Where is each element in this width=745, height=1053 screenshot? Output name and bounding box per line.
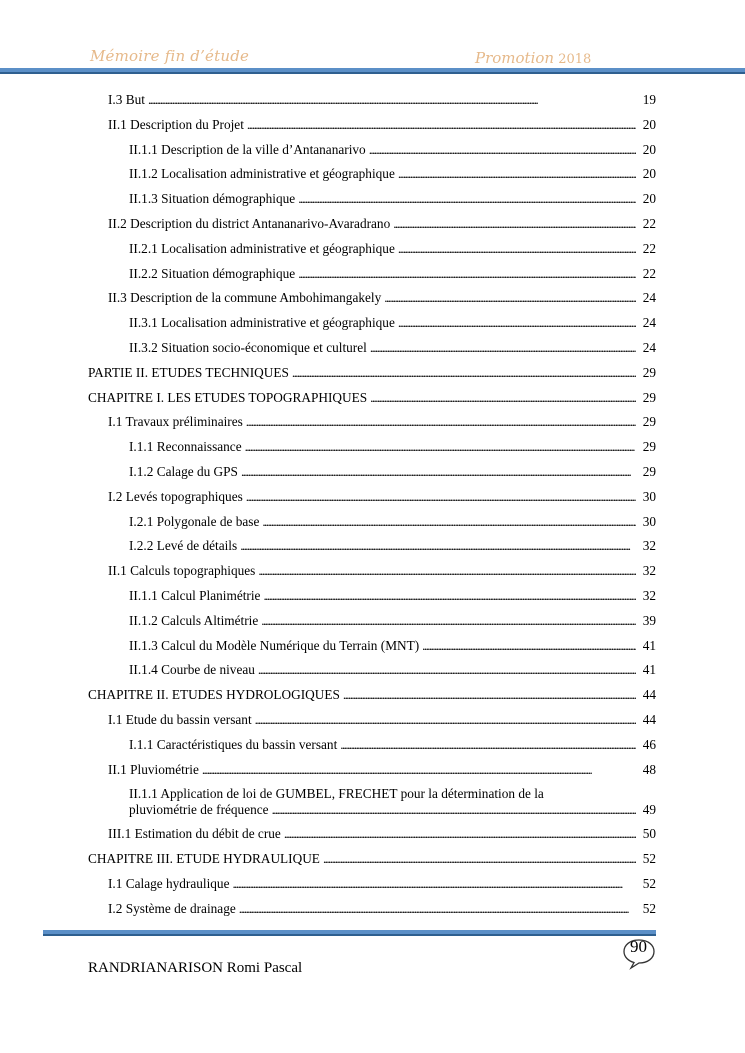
toc-leader-dots xyxy=(261,613,636,629)
toc-entry[interactable] xyxy=(88,266,656,291)
toc-page-number: 29 xyxy=(642,414,656,430)
toc-entry[interactable] xyxy=(88,712,656,737)
toc-entry-title: II.1 Description du Projet xyxy=(108,116,244,132)
toc-entry[interactable] xyxy=(88,538,656,563)
footer-rule xyxy=(43,930,656,936)
toc-entry-title: CHAPITRE III. ETUDE HYDRAULIQUE xyxy=(88,851,320,867)
toc-entry[interactable] xyxy=(88,92,656,117)
toc-entry[interactable] xyxy=(88,826,656,851)
toc-entry-title: I.1 Calage hydraulique xyxy=(108,875,230,891)
toc-page-number: 32 xyxy=(642,563,656,579)
toc-entry[interactable] xyxy=(88,166,656,191)
toc-leader-dots xyxy=(240,538,636,554)
toc-entry[interactable] xyxy=(88,191,656,216)
toc-page-number: 52 xyxy=(642,851,656,867)
page-number: 90 xyxy=(630,937,647,956)
toc-entry-title: II.2.2 Situation démographique xyxy=(129,265,296,281)
toc-leader-dots xyxy=(255,712,636,728)
toc-entry-title: I.2 Levés topographiques xyxy=(108,488,243,504)
toc-entry-title: CHAPITRE II. ETUDES HYDROLOGIQUES xyxy=(88,687,340,703)
toc-leader-dots xyxy=(245,439,636,455)
toc-leader-dots xyxy=(232,876,636,892)
toc-entry[interactable] xyxy=(88,514,656,539)
toc-entry-title: I.2 Système de drainage xyxy=(108,900,236,916)
toc-leader-dots xyxy=(239,901,636,917)
toc-entry-title: I.2.1 Polygonale de base xyxy=(129,513,260,529)
toc-leader-dots xyxy=(284,826,636,842)
toc-entry-title: II.3.2 Situation socio-économique et culturel xyxy=(129,339,367,355)
toc-entry[interactable] xyxy=(88,786,656,826)
toc-page-number: 20 xyxy=(642,116,656,132)
toc-entry-title: II.1.1 Calcul Planimétrie xyxy=(129,587,261,603)
toc-page-number: 50 xyxy=(642,826,656,842)
toc-entry-title: II.1 Pluviométrie xyxy=(108,761,199,777)
toc-entry[interactable] xyxy=(88,489,656,514)
author-name: RANDRIANARISON Romi Pascal xyxy=(88,960,303,976)
toc-entry[interactable] xyxy=(88,241,656,266)
toc-page-number: 29 xyxy=(642,439,656,455)
toc-entry-title: II.2 Description du district Antananarivo-Avaradrano xyxy=(108,215,391,231)
toc-page-number: 52 xyxy=(642,900,656,916)
toc-entry[interactable] xyxy=(88,638,656,663)
toc-entry-title: II.2.1 Localisation administrative et géographique xyxy=(129,240,395,256)
toc-entry-title: II.1.2 Localisation administrative et géographique xyxy=(129,166,395,182)
toc-entry-title: I.1 Travaux préliminaires xyxy=(108,414,243,430)
toc-page-number: 24 xyxy=(642,339,656,355)
toc-leader-dots xyxy=(370,390,636,406)
toc-page-number: 49 xyxy=(642,802,656,818)
toc-page-number: 20 xyxy=(642,141,656,157)
toc-page-number: 32 xyxy=(642,587,656,603)
toc-page-number: 39 xyxy=(642,612,656,628)
toc-leader-dots xyxy=(340,737,636,753)
toc-entry-title: II.1.3 Calcul du Modèle Numérique du Terrain (MNT) xyxy=(129,637,420,653)
toc-page-number: 48 xyxy=(642,761,656,777)
toc-leader-dots xyxy=(202,762,636,778)
toc-leader-dots xyxy=(258,563,636,579)
toc-page-number: 41 xyxy=(642,662,656,678)
toc-page-number: 19 xyxy=(642,92,656,107)
toc-page-number: 52 xyxy=(642,875,656,891)
header-promotion-label: Promotion xyxy=(475,49,555,67)
toc-page-number: 44 xyxy=(642,687,656,703)
toc-leader-dots xyxy=(246,489,636,505)
toc-entry[interactable] xyxy=(88,439,656,464)
toc-entry-title: II.3.1 Localisation administrative et géographique xyxy=(129,315,395,331)
toc-entry-title: II.1.2 Calculs Altimétrie xyxy=(129,612,259,628)
toc-entry-title: I.1.2 Calage du GPS xyxy=(129,463,238,479)
toc-leader-dots xyxy=(241,464,636,480)
toc-entry[interactable] xyxy=(88,390,656,415)
toc-leader-dots xyxy=(370,340,636,356)
toc-entry-title: PARTIE II. ETUDES TECHNIQUES xyxy=(88,364,289,380)
table-of-contents xyxy=(88,92,656,926)
toc-entry[interactable] xyxy=(88,762,656,787)
toc-entry[interactable] xyxy=(88,901,656,926)
toc-page-number: 20 xyxy=(642,166,656,182)
toc-leader-dots xyxy=(246,414,636,430)
toc-leader-dots xyxy=(263,588,636,604)
toc-page-number: 24 xyxy=(642,290,656,306)
toc-page-number: 22 xyxy=(642,240,656,256)
toc-entry-title: II.1 Calculs topographiques xyxy=(108,563,256,579)
toc-entry[interactable] xyxy=(88,315,656,340)
toc-entry-title-continued: pluviométrie de fréquence xyxy=(129,802,269,818)
toc-entry[interactable] xyxy=(88,588,656,613)
toc-entry-title: CHAPITRE I. LES ETUDES TOPOGRAPHIQUES xyxy=(88,389,368,405)
toc-leader-dots xyxy=(384,290,636,306)
toc-page-number: 20 xyxy=(642,191,656,207)
toc-page-number: 29 xyxy=(642,364,656,380)
toc-leader-dots xyxy=(369,142,636,158)
toc-entry-title: I.1 Etude du bassin versant xyxy=(108,711,252,727)
header-promotion-year: 2018 xyxy=(558,52,592,67)
toc-entry-title: II.1.1 Description de la ville d’Antananarivo xyxy=(129,141,366,157)
toc-entry[interactable] xyxy=(88,117,656,142)
toc-leader-dots xyxy=(148,92,636,108)
toc-entry[interactable] xyxy=(88,290,656,315)
toc-leader-dots xyxy=(262,514,636,530)
toc-entry-title: I.3 But xyxy=(108,92,145,107)
toc-page-number: 30 xyxy=(642,513,656,529)
toc-leader-dots xyxy=(258,662,636,678)
toc-entry[interactable] xyxy=(88,464,656,489)
toc-entry[interactable] xyxy=(88,414,656,439)
toc-page-number: 41 xyxy=(642,637,656,653)
toc-page-number: 46 xyxy=(642,736,656,752)
toc-leader-dots xyxy=(422,638,636,654)
toc-entry[interactable] xyxy=(88,365,656,390)
toc-entry-title: II.3 Description de la commune Ambohimangakely xyxy=(108,290,382,306)
toc-entry[interactable] xyxy=(88,216,656,241)
toc-entry-title: II.1.4 Courbe de niveau xyxy=(129,662,255,678)
toc-entry[interactable] xyxy=(88,662,656,687)
header-promotion xyxy=(475,49,591,67)
toc-entry-title: II.1.1 Application de loi de GUMBEL, FRECHET pour la détermination de la xyxy=(129,786,544,802)
toc-leader-dots xyxy=(247,117,636,133)
toc-page-number: 29 xyxy=(642,389,656,405)
toc-entry[interactable] xyxy=(88,340,656,365)
toc-entry[interactable] xyxy=(88,687,656,712)
toc-page-number: 22 xyxy=(642,215,656,231)
toc-entry-title: II.1.3 Situation démographique xyxy=(129,191,296,207)
toc-leader-dots xyxy=(272,802,636,818)
toc-leader-dots xyxy=(393,216,636,232)
toc-entry-title: III.1 Estimation du débit de crue xyxy=(108,826,281,842)
toc-leader-dots xyxy=(343,687,636,703)
toc-entry-continuation xyxy=(129,802,656,818)
toc-page-number: 22 xyxy=(642,265,656,281)
toc-leader-dots xyxy=(398,315,636,331)
toc-page-number: 30 xyxy=(642,488,656,504)
toc-entry[interactable] xyxy=(88,851,656,876)
toc-entry[interactable] xyxy=(88,613,656,638)
header-rule xyxy=(0,68,745,74)
toc-entry-title: I.1.1 Reconnaissance xyxy=(129,439,242,455)
toc-leader-dots xyxy=(398,166,636,182)
toc-entry[interactable] xyxy=(88,563,656,588)
toc-entry-title: I.1.1 Caractéristiques du bassin versant xyxy=(129,736,338,752)
toc-leader-dots xyxy=(298,191,636,207)
toc-page-number: 32 xyxy=(642,538,656,554)
toc-entry-title: I.2.2 Levé de détails xyxy=(129,538,238,554)
toc-entry[interactable] xyxy=(88,142,656,167)
toc-leader-dots xyxy=(323,851,636,867)
toc-page-number: 24 xyxy=(642,315,656,331)
header-memoire-title: Mémoire fin d’étude xyxy=(90,47,250,65)
toc-leader-dots xyxy=(292,365,636,381)
toc-leader-dots xyxy=(398,241,636,257)
toc-entry[interactable] xyxy=(88,876,656,901)
toc-page-number: 29 xyxy=(642,463,656,479)
toc-page-number: 44 xyxy=(642,711,656,727)
toc-leader-dots xyxy=(298,266,636,282)
toc-entry[interactable] xyxy=(88,737,656,762)
